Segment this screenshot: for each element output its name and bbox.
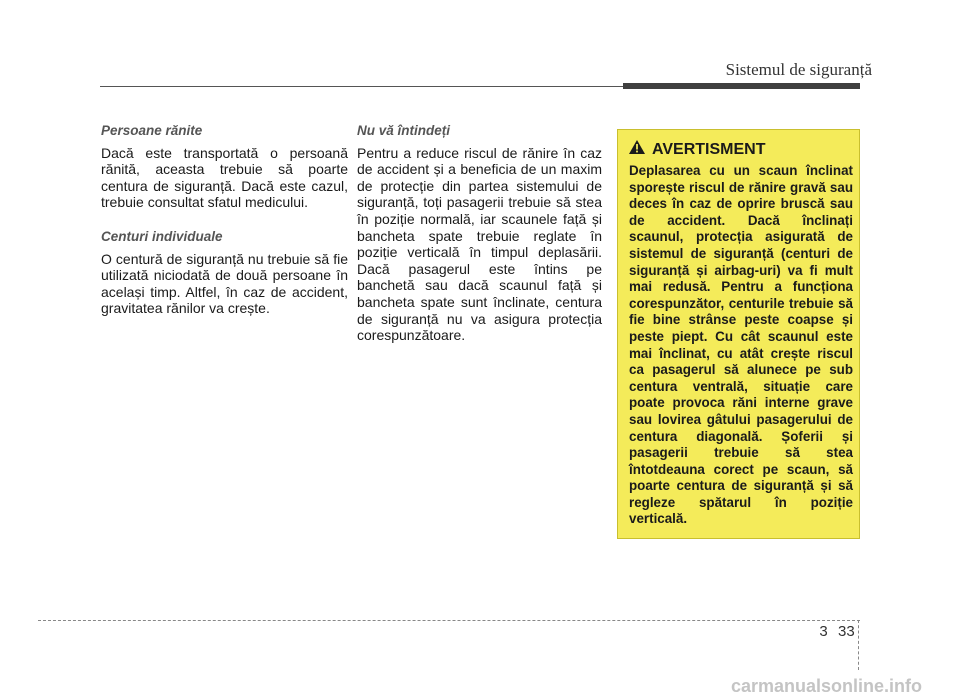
paragraph-injured: Dacă este transportată o persoană rănită, aceasta trebuie să poarte centura de siguranță. Dacă este cazul, trebuie consultat sfatul medicului. <box>101 144 348 211</box>
warning-triangle-icon <box>628 139 652 160</box>
footer-rule <box>38 620 860 621</box>
footer-divider <box>858 620 859 670</box>
paragraph-individual-belts: O centură de siguranță nu trebuie să fie utilizată niciodată de două persoane în același timp. Altfel, în caz de accident, gravitatea rănilor va crește. <box>101 250 348 317</box>
warning-text: Deplasarea cu un scaun înclinat sporește riscul de rănire gravă sau deces în caz de oprire bruscă sau de accident. Dacă înclinați scaunul, protecția asigurată de sistemul de siguranță (centuri de siguranță și airbag-uri) va fi mult mai redusă. Pentru a funcționa corespunzător, centurile trebuie să fie bine strânse peste coapse și peste piept. Cu cât scaunul este mai înclinat, cu atât crește riscul ca pasagerul să alunece pe sub centura ventrală, situație care poate provoca răni interne grave sau lovirea gâtului pasagerului de centura diagonală. Șoferii și pasagerii trebuie să stea întotdeauna corect pe scaun, să poarte centura de siguranță și să regleze spătarul în poziție verticală. <box>629 163 853 527</box>
warning-header <box>628 139 765 160</box>
chapter-number: 3 <box>819 623 828 640</box>
page-header-title: Sistemul de siguranță <box>725 60 872 79</box>
section-heading-do-not-recline: Nu vă întindeți <box>357 123 451 138</box>
warning-box <box>617 129 860 539</box>
watermark: carmanualsonline.info <box>731 676 923 696</box>
paragraph-do-not-recline: Pentru a reduce riscul de rănire în caz de accident și a beneficia de un maxim de protecție din partea sistemului de siguranță, toți pasagerii trebuie să stea în poziție normală, iar scaunele față și bancheta spate trebuie reglate în poziție verticală în timpul deplasării. Dacă pasagerul este întins pe banchetă sau dacă scaunul față și bancheta spate sunt înclinate, centura de siguranță nu va asigura protecția corespunzătoare. <box>357 144 602 344</box>
warning-title: AVERTISMENT <box>652 140 766 158</box>
section-heading-injured: Persoane rănite <box>101 123 203 138</box>
header-bar <box>623 83 860 89</box>
middle-column <box>357 123 602 362</box>
left-column <box>101 123 348 335</box>
page-number <box>819 623 855 640</box>
page-number-value: 33 <box>838 623 855 640</box>
section-heading-individual-belts: Centuri individuale <box>101 228 223 244</box>
